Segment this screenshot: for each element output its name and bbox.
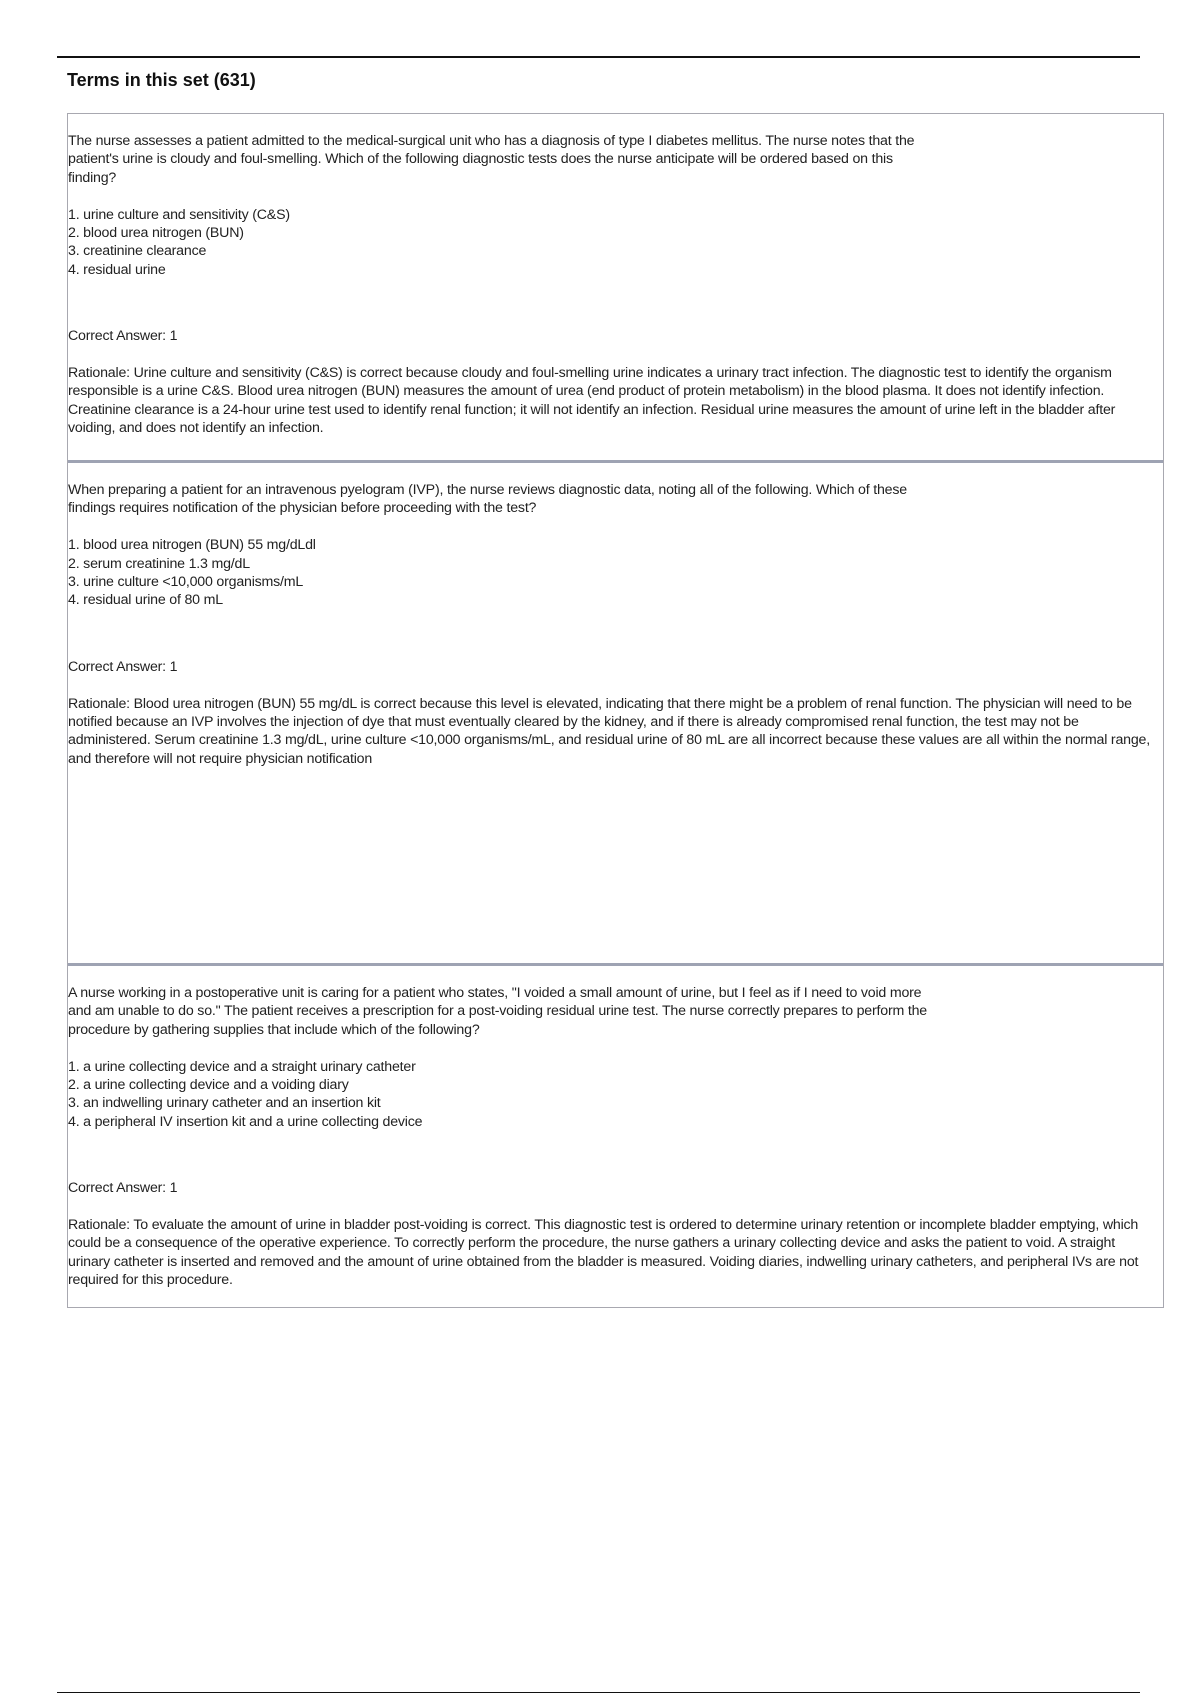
option-list: [68, 1058, 1155, 1132]
option-list: [68, 536, 1155, 610]
option-item: 4. a peripheral IV insertion kit and a urine collecting device: [68, 1113, 423, 1130]
question-text: A nurse working in a postoperative unit is caring for a patient who states, "I voided a small amount of urine, but I feel as if I need to void more and am unable to do so." The patient receives a prescription for a post-voiding residual urine test. The nurse correctly prepares to perform the procedure by gathering supplies that include which of the following?: [68, 985, 927, 1038]
correct-answer: Correct Answer: 1: [68, 658, 178, 675]
question-text: When preparing a patient for an intravenous pyelogram (IVP), the nurse reviews diagnostic data, noting all of the following. Which of these findings requires notification of the physician before proceeding with the test?: [68, 482, 907, 517]
rationale-text: Rationale: Blood urea nitrogen (BUN) 55 mg/dL is correct because this level is elevated, indicating that there might be a problem of renal function. The physician will need to be notified because an IVP involves the injection of dye that must eventually cleared by the kidney, and if there is already compromised renal function, the test may not be administered. Serum creatinine 1.3 mg/dL, urine culture <10,000 organisms/mL, and residual urine of 80 mL are all incorrect because these values are all within the normal range, and therefore will not require physician notification: [68, 695, 1150, 767]
term-card: [68, 114, 1163, 460]
option-item: 1. a urine collecting device and a straight urinary catheter: [68, 1058, 416, 1075]
bottom-divider: [57, 1692, 1140, 1693]
option-item: 3. an indwelling urinary catheter and an insertion kit: [68, 1095, 381, 1112]
option-item: 4. residual urine: [68, 261, 166, 278]
option-item: 3. urine culture <10,000 organisms/mL: [68, 574, 304, 591]
option-item: 2. a urine collecting device and a voiding diary: [68, 1077, 349, 1094]
term-list: [67, 113, 1164, 1308]
top-divider: [57, 56, 1140, 58]
question-text: The nurse assesses a patient admitted to the medical-surgical unit who has a diagnosis of type I diabetes mellitus. The nurse notes that the patient's urine is cloudy and foul-smelling. Which of the following diagnostic tests does the nurse anticipate will be ordered based on this finding?: [68, 133, 915, 186]
term-card: [68, 963, 1163, 1307]
option-list: [68, 206, 1155, 280]
term-card: [68, 460, 1163, 963]
set-title: Terms in this set (631): [67, 70, 256, 90]
correct-answer: Correct Answer: 1: [68, 328, 178, 345]
rationale-text: Rationale: To evaluate the amount of urine in bladder post-voiding is correct. This diagnostic test is ordered to determine urinary retention or incomplete bladder emptying, which could be a consequence of the operative experience. To correctly perform the procedure, the nurse gathers a urinary collecting device and asks the patient to void. A straight urinary catheter is inserted and removed and the amount of urine obtained from the bladder is measured. Voiding diaries, indwelling urinary catheters, and peripheral IVs are not required for this procedure.: [68, 1217, 1139, 1289]
option-item: 3. creatinine clearance: [68, 243, 207, 260]
option-item: 2. blood urea nitrogen (BUN): [68, 225, 244, 242]
option-item: 1. blood urea nitrogen (BUN) 55 mg/dLdl: [68, 537, 316, 554]
option-item: 2. serum creatinine 1.3 mg/dL: [68, 555, 250, 572]
option-item: 1. urine culture and sensitivity (C&S): [68, 206, 290, 223]
rationale-text: Rationale: Urine culture and sensitivity (C&S) is correct because cloudy and foul-smelling urine indicates a urinary tract infection. The diagnostic test to identify the organism responsible is a urine C&S. Blood urea nitrogen (BUN) measures the amount of urea (end product of protein metabolism) in the blood plasma. It does not identify infection. Creatinine clearance is a 24-hour urine test used to identify renal function; it will not identify an infection. Residual urine measures the amount of urine left in the bladder after voiding, and does not identify an infection.: [68, 365, 1116, 437]
option-item: 4. residual urine of 80 mL: [68, 592, 223, 609]
correct-answer: Correct Answer: 1: [68, 1180, 178, 1197]
